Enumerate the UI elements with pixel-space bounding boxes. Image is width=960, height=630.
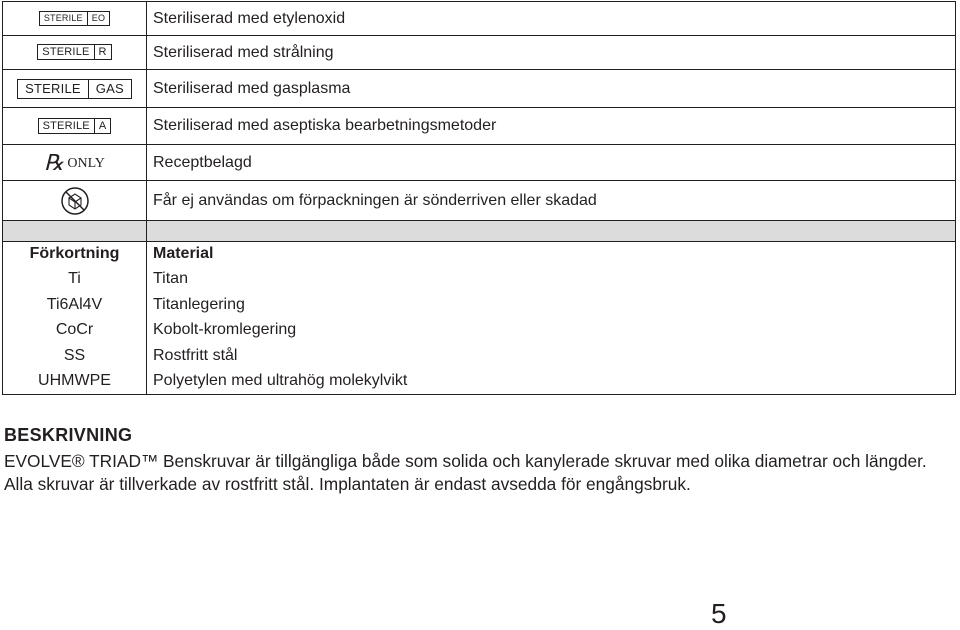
symbols-table (2, 1, 956, 242)
symbol-row (3, 2, 956, 36)
materials-header-row (3, 241, 956, 267)
material-name: Polyetylen med ultrahög molekylvikt (147, 369, 956, 395)
material-abbreviation: UHMWPE (3, 369, 147, 395)
material-name: Kobolt-kromlegering (147, 318, 956, 344)
material-row (3, 369, 956, 395)
page-number: 5 (711, 598, 727, 629)
symbol-row (3, 145, 956, 181)
symbol-description: Steriliserad med etylenoxid (147, 2, 956, 36)
material-row (3, 292, 956, 318)
description-section (4, 425, 954, 496)
materials-table (2, 241, 956, 395)
material-abbreviation: Ti6Al4V (3, 292, 147, 318)
material-header: Material (147, 241, 956, 267)
symbol-description: Steriliserad med strålning (147, 36, 956, 70)
rx-only-symbol: ℞ ONLY (3, 145, 147, 181)
material-row (3, 318, 956, 344)
sterile-a-symbol: STERILE A (3, 108, 147, 145)
description-body: EVOLVE® TRIAD™ Benskruvar är tillgängliga både som solida och kanylerade skruvar med olika diametrar och längder. Alla skruvar är tillverkade av rostfritt stål. Implantaten är endast avsedda för engångsbruk. (4, 451, 927, 494)
material-abbreviation: CoCr (3, 318, 147, 344)
symbol-description: Receptbelagd (147, 145, 956, 181)
separator-row (3, 221, 956, 242)
symbol-row (3, 181, 956, 221)
material-name: Titanlegering (147, 292, 956, 318)
symbol-row (3, 108, 956, 145)
material-abbreviation: Ti (3, 267, 147, 293)
material-abbreviation: SS (3, 343, 147, 369)
sterile-gas-symbol: STERILE GAS (3, 70, 147, 108)
description-heading: BESKRIVNING (4, 425, 133, 445)
sterile-eo-symbol: STERILE EO (3, 2, 147, 36)
abbreviation-header: Förkortning (3, 241, 147, 267)
symbol-description: Får ej användas om förpackningen är sönderriven eller skadad (147, 181, 956, 221)
sterile-r-symbol: STERILE R (3, 36, 147, 70)
symbol-description: Steriliserad med gasplasma (147, 70, 956, 108)
symbol-row (3, 36, 956, 70)
symbol-row (3, 70, 956, 108)
material-name: Titan (147, 267, 956, 293)
symbol-description: Steriliserad med aseptiska bearbetningsmetoder (147, 108, 956, 145)
material-row (3, 267, 956, 293)
damaged-package-icon (60, 186, 90, 216)
material-name: Rostfritt stål (147, 343, 956, 369)
material-row (3, 343, 956, 369)
